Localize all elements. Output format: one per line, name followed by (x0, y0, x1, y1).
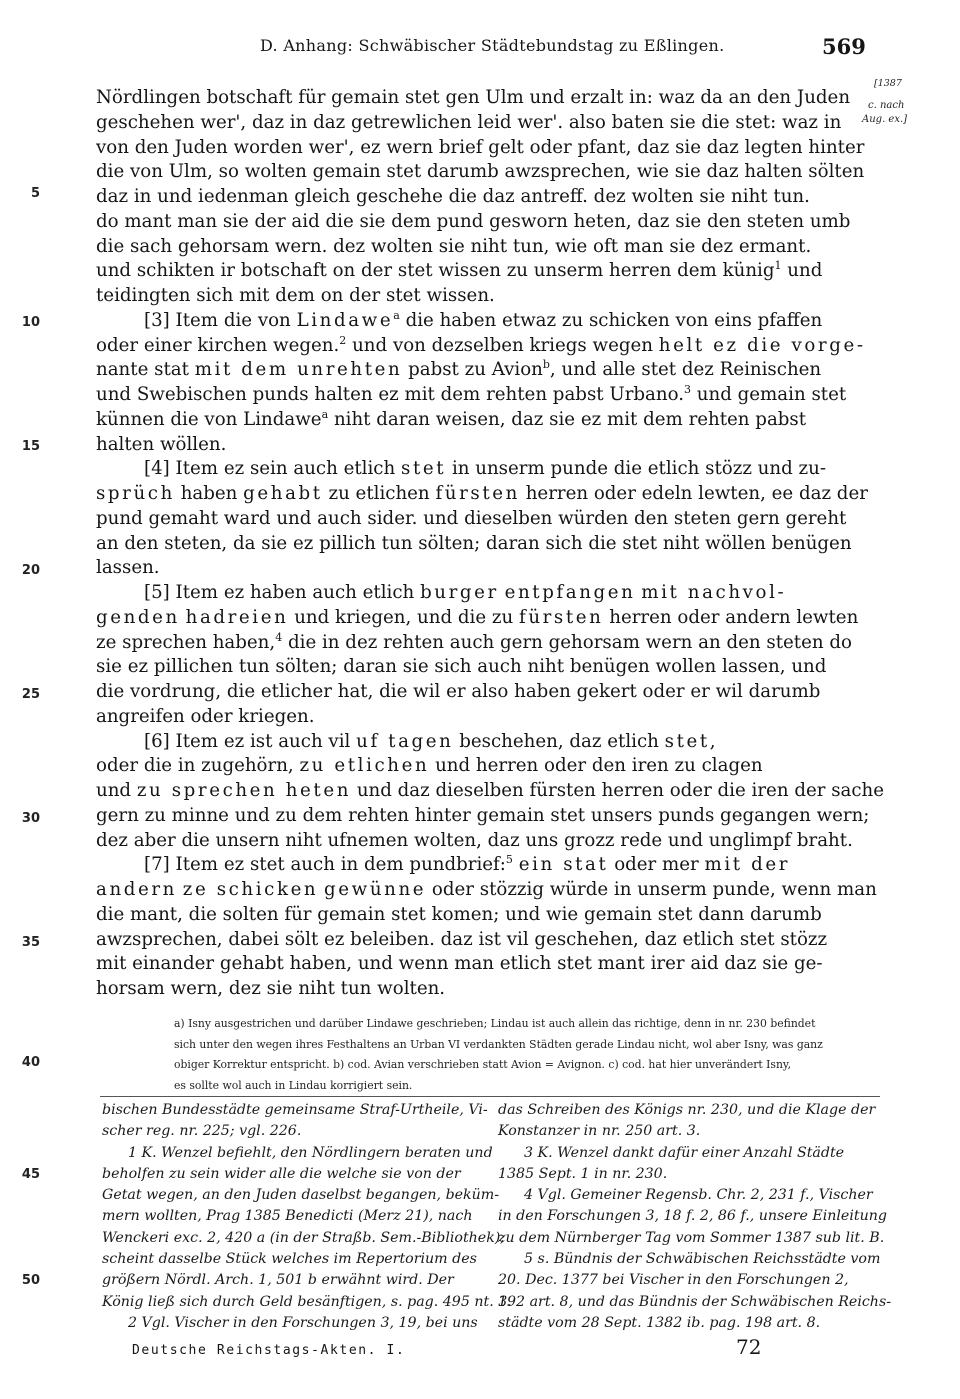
footnote-line: das Schreiben des Königs nr. 230, und die Klage der (498, 1102, 876, 1118)
footnote-line: 192 art. 8, und das Bündnis der Schwäbischen Reichs- (498, 1293, 892, 1310)
print-signature: Deutsche Reichstags-Akten. I. (132, 1343, 406, 1358)
line-number: 50 (21, 1273, 40, 1288)
footnote-line: zu dem Nürnberger Tag vom Sommer 1387 sub lit. B. (498, 1229, 885, 1246)
text-line: [6] Item ez ist auch vil uf tagen beschehen, daz etlich stet, (144, 730, 719, 752)
footnote-line: Wenckeri exc. 2, 420 a (in der Straßb. Sem.-Bibliothek); (102, 1229, 506, 1246)
text-line: Nördlingen botschaft für gemain stet gen Ulm und erzalt in: waz da an den Juden (96, 87, 851, 108)
footnote-line: 2 Vgl. Vischer in den Forschungen 3, 19, bei uns (128, 1314, 478, 1331)
footnote-line: 5 s. Bündnis der Schwäbischen Reichsstädte vom (524, 1251, 881, 1268)
text-line: angreifen oder kriegen. (96, 705, 315, 727)
text-line: mit einander gehabt haben, und wenn man etlich stet mant irer aid daz sie ge- (96, 953, 823, 975)
line-number: 15 (21, 439, 40, 454)
footnote-ref: 1 (774, 259, 782, 273)
apparatus-line: a) Isny ausgestrichen und darüber Lindawe geschrieben; Lindau ist auch allein das richtige, denn in nr. 230 befindet (174, 1017, 816, 1030)
footnote-ref: a (321, 407, 329, 421)
text-line: [4] Item ez sein auch etlich stet in unserm punde die etlich stözz und zu- (144, 458, 826, 480)
text-line: awzsprechen, dabei sölt ez beleiben. daz ist vil geschehen, daz etlich stet stözz (96, 928, 828, 950)
text-line: [5] Item ez haben auch etlich burger entpfangen mit nachvol- (144, 582, 787, 603)
text-line: daz in und iedenman gleich geschehe die daz antreff. dez wolten sie niht tun. (96, 186, 810, 207)
text-line: sprüch haben gehabt zu etlichen fürsten herren oder edeln lewten, ee daz der (96, 483, 868, 504)
footnote-line: mern wollten, Prag 1385 Benedicti (Merz 21), nach (102, 1208, 473, 1225)
footnote-line: 20. Dec. 1377 bei Vischer in den Forschungen 2, (498, 1272, 849, 1289)
margin-note-date-2: Aug. ex.] (862, 114, 908, 125)
text-line: halten wöllen. (96, 433, 227, 455)
text-line: dez aber die unsern niht ufnemen wolten, daz uns grozz rede und unglimpf braht. (96, 829, 853, 851)
text-line: von den Juden worden wer', ez wern brief gelt oder pfant, daz sie daz legten hinter (96, 136, 865, 158)
footnote-ref: a (393, 308, 400, 322)
line-number: 35 (21, 935, 40, 950)
footnote-line: 3 K. Wenzel dankt dafür einer Anzahl Städte (524, 1144, 845, 1161)
footnotes-left-column (102, 1100, 512, 1334)
text-line: an den steten, da sie ez pillich tun sölten; daran sich die stet niht wöllen benügen (96, 532, 852, 554)
text-line: oder die in zugehörn, zu etlichen und herren oder den iren zu clagen (96, 755, 763, 777)
text-line: sie ez pillichen tun sölten; daran sie sich auch niht benügen wollen lassen, und (96, 656, 827, 678)
text-line: und schikten ir botschaft on der stet wissen zu unserm herren dem künig$^1$ und (96, 259, 823, 282)
margin-note-date: c. nach (868, 100, 905, 111)
text-line: die von Ulm, so wolten gemain stet darumb awzsprechen, wie sie daz halten sölten (96, 161, 865, 183)
text-line: ze sprechen haben,$^4$ die in dez rehten auch gern gehorsam wern an den steten do (96, 630, 852, 653)
text-line: und zu sprechen heten und daz dieselben fürsten herren oder die iren der sache (96, 780, 885, 801)
footnote-line: König ließ sich durch Geld besänftigen, s. pag. 495 nt. 3. (102, 1293, 512, 1310)
text-line: [7] Item ez stet auch in dem pundbrief:$^5$ ein stat oder mer mit der (144, 853, 790, 876)
apparatus-line: es sollte wol auch in Lindau korrigiert sein. (174, 1078, 413, 1092)
line-number: 45 (21, 1167, 40, 1182)
text-line: andern ze schicken gewünne oder stözzig würde in unserm punde, wenn man (96, 879, 877, 900)
apparatus-line: obiger Korrektur entspricht. b) cod. Avian verschrieben statt Avion = Avignon. c) cod. hat hier unverändert Isny, (174, 1058, 792, 1071)
text-line: lassen. (96, 557, 160, 579)
footnote-line: städte vom 28 Sept. 1382 ib. pag. 198 art. 8. (498, 1314, 821, 1331)
apparatus-line: sich unter den wegen ihres Festhaltens an Urban VI verdankten Städten gerade Lindau nicht, wol aber Isny, was ganz (174, 1037, 823, 1051)
footnote-line: scher reg. nr. 225; vgl. 226. (102, 1123, 302, 1140)
text-line: und Swebischen punds halten ez mit dem rehten pabst Urbano.$^3$ und gemain stet (96, 383, 847, 405)
text-line: die vordrung, die etlicher hat, die wil er also haben gekert oder er wil darumb (96, 681, 821, 702)
text-line: do mant man sie der aid die sie dem pund gesworn heten, daz sie den steten umb (96, 210, 851, 232)
footnote-ref: b (542, 358, 550, 372)
footnote-line: 1385 Sept. 1 in nr. 230. (498, 1165, 668, 1182)
running-title: D. Anhang: Schwäbischer Städtebundstag zu Eßlingen. (260, 36, 725, 55)
text-line: gern zu minne und zu dem rehten hinter gemain stet unsers punds gegangen wern; (96, 804, 870, 826)
footnote-ref: 5 (505, 853, 513, 867)
footnote-ref: 4 (275, 630, 283, 644)
text-line: genden hadreien und kriegen, und die zu fürsten herren oder andern lewten (96, 606, 859, 628)
sheet-number: 72 (736, 1335, 762, 1359)
text-line: teidingten sich mit dem on der stet wissen. (96, 285, 495, 306)
text-line: [3] Item die von Lindawe$^a$ die haben etwaz zu schicken von eins pfaffen (144, 308, 823, 331)
line-number: 40 (21, 1055, 40, 1070)
footnote-line: größern Nördl. Arch. 1, 501 b erwähnt wird. Der (102, 1272, 454, 1289)
text-line: geschehen wer', daz in daz getrewlichen leid wer'. also baten sie die stet: waz in (96, 111, 842, 133)
text-line: pund gemaht ward und auch sider. und dieselben würden den steten gern gereht (96, 507, 847, 529)
footnote-ref: 2 (339, 333, 347, 347)
text-line: oder einer kirchen wegen.$^2$ und von dezselben kriegs wegen helt ez die vorge- (96, 333, 866, 356)
footnote-line: 1 K. Wenzel befiehlt, den Nördlingern beraten und (128, 1144, 493, 1161)
text-line: nante stat mit dem unrehten pabst zu Avion$^b$, und alle stet dez Reinischen (96, 358, 822, 381)
text-line: horsam wern, dez sie niht tun wolten. (96, 978, 446, 999)
line-number: 30 (21, 811, 40, 826)
text-line: künnen die von Lindawe$^a$ niht daran weisen, daz sie ez mit dem rehten pabst (96, 407, 807, 430)
footnote-ref: 3 (684, 383, 691, 396)
line-number: 20 (21, 563, 40, 578)
line-number: 10 (21, 315, 40, 330)
footnote-line: beholfen zu sein wider alle die welche sie von der (102, 1165, 461, 1182)
text-line: die sach gehorsam wern. dez wolten sie niht tun, wie oft man sie dez ermant. (96, 235, 812, 257)
footnote-line: Getat wegen, an den Juden daselbst begangen, beküm- (102, 1187, 500, 1204)
footnote-line: bischen Bundesstädte gemeinsame Straf-Urtheile, Vi- (102, 1102, 488, 1118)
footnote-line: Konstanzer in nr. 250 art. 3. (498, 1123, 701, 1140)
critical-apparatus (174, 1014, 880, 1096)
footnote-divider (100, 1096, 880, 1097)
line-number: 5 (30, 186, 40, 201)
footnotes-right-column (498, 1100, 892, 1334)
footnote-line: in den Forschungen 3, 18 f. 2, 86 f., unsere Einleitung (498, 1208, 887, 1225)
line-number: 25 (21, 687, 40, 702)
margin-note-year: [1387 (874, 78, 902, 89)
text-line: die mant, die solten für gemain stet komen; und wie gemain stet dann darumb (96, 903, 822, 925)
footnote-line: 4 Vgl. Gemeiner Regensb. Chr. 2, 231 f., Vischer (524, 1187, 873, 1204)
page-number: 569 (822, 34, 866, 59)
footnote-line: scheint dasselbe Stück welches im Repertorium des (102, 1251, 477, 1268)
